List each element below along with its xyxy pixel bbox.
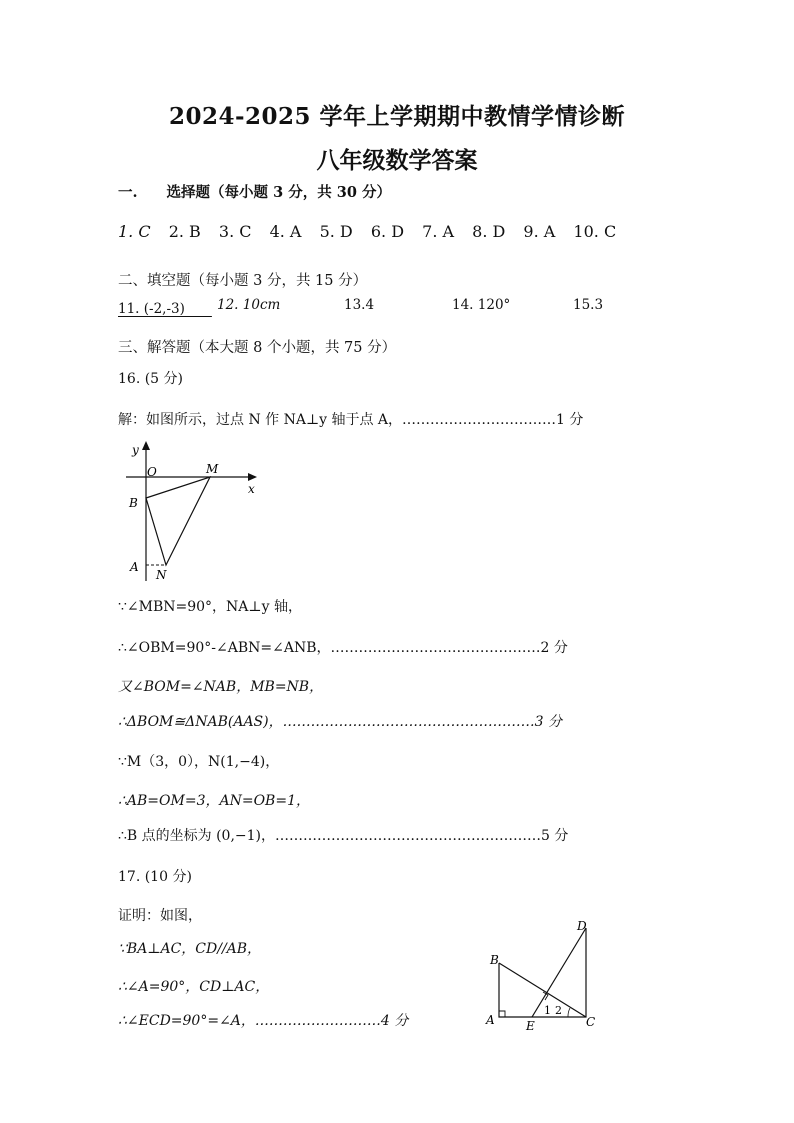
- fig16-label: A: [130, 560, 139, 574]
- choice-answers: [118, 222, 629, 241]
- choice-answer: 8. D: [472, 222, 506, 241]
- fig16-label: N: [156, 568, 167, 582]
- fig16-label: B: [129, 496, 138, 510]
- q17-heading: 17. (10 分): [118, 869, 192, 885]
- q16-figure: [118, 438, 268, 588]
- q17-line-1: 证明：如图，: [118, 908, 202, 924]
- fig17-angle-2: 2: [555, 1004, 562, 1017]
- fig17-label: B: [490, 953, 499, 967]
- q16-line-8: ∴B 点的坐标为 (0,−1)，…………………………………………………5 分: [118, 828, 569, 844]
- q16-line-3: ∴∠OBM=90°-∠ABN=∠ANB，………………………………………2 分: [118, 640, 568, 656]
- fig17-label: C: [586, 1015, 596, 1029]
- choice-answer: 9. A: [523, 222, 556, 241]
- choice-answer: 5. D: [319, 222, 353, 241]
- choice-answer: 3. C: [218, 222, 252, 241]
- q17-line-3: ∴∠A=90°，CD⊥AC，: [118, 979, 270, 995]
- q16-line-5: ∴ΔBOM≅ΔNAB(AAS)，………………………………………………3 分: [118, 714, 562, 730]
- fig17-label: D: [577, 919, 587, 933]
- section-fill-heading: 二、填空题（每小题 3 分，共 15 分）: [118, 273, 368, 289]
- q16-heading: 16. (5 分): [118, 371, 183, 387]
- choice-answer: 10. C: [573, 222, 617, 241]
- fill-answer-13: 13.4: [344, 297, 375, 313]
- fig16-label: O: [147, 465, 157, 479]
- choice-answer: 2. B: [168, 222, 201, 241]
- fig16-label: x: [248, 482, 255, 496]
- q16-line-2: ∵∠MBN=90°，NA⊥y 轴，: [118, 599, 302, 615]
- fig16-label: y: [132, 443, 139, 457]
- q17-line-2: ∵BA⊥AC，CD//AB，: [118, 941, 262, 957]
- fig17-label: E: [526, 1019, 535, 1033]
- q16-line-6: ∵M（3，0），N(1,−4)，: [118, 754, 280, 770]
- fill-answer-11: 11. (-2,-3): [118, 301, 212, 317]
- q16-line-1: 解：如图所示，过点 N 作 NA⊥y 轴于点 A，……………………………1 分: [118, 412, 584, 428]
- choice-answer: 4. A: [269, 222, 302, 241]
- fill-answer-15: 15.3: [573, 297, 604, 313]
- q17-figure: [482, 912, 606, 1038]
- fig17-angle-1: 1: [544, 1004, 551, 1017]
- page-subtitle: 八年级数学答案: [316, 147, 478, 174]
- section-solve-heading: 三、解答题（本大题 8 个小题，共 75 分）: [118, 340, 397, 356]
- choice-answer: 6. D: [370, 222, 405, 241]
- fig16-label: M: [206, 462, 219, 476]
- fill-answer-12: 12. 10cm: [217, 297, 281, 313]
- q16-line-4: 又∠BOM=∠NAB，MB=NB，: [118, 679, 324, 695]
- page-title: 2024-2025 学年上学期期中教情学情诊断: [168, 103, 626, 130]
- choice-answer: 1. C: [118, 222, 151, 241]
- q17-line-4: ∴∠ECD=90°=∠A，………………………4 分: [118, 1013, 409, 1029]
- q16-line-7: ∴AB=OM=3，AN=OB=1，: [118, 793, 310, 809]
- choice-answer: 7. A: [422, 222, 455, 241]
- section-choice-heading: 一. 选择题（每小题 3 分，共 30 分）: [118, 184, 392, 201]
- fill-answer-14: 14. 120°: [452, 297, 511, 313]
- fig17-label: A: [486, 1013, 495, 1027]
